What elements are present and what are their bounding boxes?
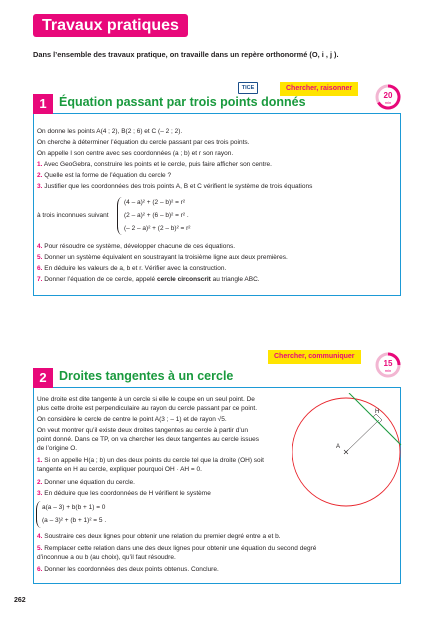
timer-unit: min bbox=[384, 100, 392, 105]
question-number: 1. bbox=[37, 457, 43, 464]
question-text: Donner un système équivalent en soustrayant la troisième ligne aux deux premières. bbox=[44, 254, 288, 261]
question-text: En déduire les valeurs de a, b et r. Vérifier avec la construction. bbox=[44, 265, 227, 272]
question-text: Donner les coordonnées des deux points obtenus. Conclure. bbox=[44, 566, 219, 573]
radius-line bbox=[346, 420, 379, 452]
question-text: Soustraire ces deux lignes pour obtenir une relation du premier degré entre a et b. bbox=[44, 533, 281, 540]
text-line: Une droite est dite tangente à un cercle si elle le coupe en un seul point. De bbox=[37, 396, 255, 403]
question-5 bbox=[37, 254, 288, 262]
question-text: Remplacer cette relation dans une des deux lignes pour obtenir une équation du second degré bbox=[44, 545, 317, 552]
tice-badge: TICE bbox=[238, 82, 258, 94]
text-line: à trois inconnues suivant bbox=[37, 212, 109, 219]
section-title: Équation passant par trois points donnés bbox=[59, 95, 306, 109]
question-number: 2. bbox=[37, 172, 43, 179]
equation: (4 – a)² + (2 – b)² = r² bbox=[124, 199, 186, 206]
skill-badge-2: Chercher, communiquer bbox=[268, 350, 361, 364]
text-line: On cherche à déterminer l’équation du cercle passant par ces trois points. bbox=[37, 139, 250, 146]
text-line: On donne les points A(4 ; 2), B(2 ; 6) et C (– 2 ; 2). bbox=[37, 128, 183, 135]
equation: (a – 3)² + (b + 1)² = 5 . bbox=[42, 517, 107, 524]
page-number: 262 bbox=[14, 597, 26, 604]
question-text: Donner l’équation de ce cercle, appelé bbox=[44, 276, 157, 283]
question-3 bbox=[37, 183, 312, 191]
question-2 bbox=[37, 172, 171, 180]
question-number: 6. bbox=[37, 265, 43, 272]
text-line: d’inconnue a ou b (au choix), qu’il faut résoudre. bbox=[37, 554, 176, 561]
question-2 bbox=[37, 479, 135, 487]
question-text: Donner une équation du cercle. bbox=[44, 479, 135, 486]
text-line: On veut montrer qu’il existe deux droites tangentes au cercle à partir d’un bbox=[37, 427, 249, 434]
label-h: H bbox=[375, 409, 380, 415]
question-number: 5. bbox=[37, 545, 43, 552]
question-number: 6. bbox=[37, 566, 43, 573]
equation: (– 2 – a)² + (2 – b)² = r² bbox=[124, 225, 191, 232]
question-7 bbox=[37, 276, 260, 284]
question-number: 2. bbox=[37, 479, 43, 486]
timer-value: 20 bbox=[383, 91, 393, 100]
question-4 bbox=[37, 533, 281, 541]
question-5 bbox=[37, 545, 316, 553]
system-brace bbox=[36, 501, 41, 528]
point-a-mark bbox=[344, 450, 348, 454]
text-line: de l’origine O. bbox=[37, 445, 78, 452]
question-text: au triangle ABC. bbox=[210, 276, 260, 283]
system-brace bbox=[117, 197, 122, 235]
section-1-header bbox=[33, 94, 401, 114]
question-number: 5. bbox=[37, 254, 43, 261]
question-number: 1. bbox=[37, 161, 43, 168]
skill-badge-1: Chercher, raisonner bbox=[280, 82, 358, 96]
tangent-figure bbox=[292, 393, 404, 511]
timer-unit: min bbox=[384, 368, 392, 373]
intro-text: Dans l’ensemble des travaux pratique, on travaille dans un repère orthonormé (O, i , j ). bbox=[33, 50, 339, 59]
section-number: 2 bbox=[33, 368, 53, 388]
question-number: 4. bbox=[37, 243, 43, 250]
section-2-header bbox=[33, 368, 401, 388]
question-number: 3. bbox=[37, 183, 43, 190]
question-text: Si on appelle H(a ; b) un des deux points du cercle tel que la droite (OH) soit bbox=[44, 457, 264, 464]
text-line: On appelle I son centre avec ses coordonnées (a ; b) et r son rayon. bbox=[37, 150, 234, 157]
page-title: Travaux pratiques bbox=[33, 14, 188, 37]
question-6 bbox=[37, 265, 226, 273]
text-line: tangente en H au cercle, expliquer pourquoi OH · AH = 0. bbox=[37, 466, 202, 473]
timer-value: 15 bbox=[383, 359, 393, 368]
question-1 bbox=[37, 457, 264, 465]
question-text: Avec GeoGebra, construire les points et le cercle, puis faire afficher son centre. bbox=[43, 161, 272, 168]
text-line: plus cette droite est perpendiculaire au rayon du cercle passant par ce point. bbox=[37, 405, 258, 412]
equation: a(a – 3) + b(b + 1) = 0 bbox=[42, 504, 106, 511]
question-4 bbox=[37, 243, 235, 251]
question-text: Pour résoudre ce système, développer chacune de ces équations. bbox=[44, 243, 236, 250]
question-number: 7. bbox=[37, 276, 43, 283]
question-text: Quelle est la forme de l’équation du cercle ? bbox=[44, 172, 172, 179]
equation: (2 – a)² + (6 – b)² = r² . bbox=[124, 212, 189, 219]
question-text: Justifier que les coordonnées des trois points A, B et C vérifient le système de trois équations bbox=[44, 183, 313, 190]
label-a: A bbox=[336, 444, 341, 450]
text-line: On considère le cercle de centre le point A(3 ; – 1) et de rayon √5. bbox=[37, 416, 227, 423]
section-title: Droites tangentes à un cercle bbox=[59, 369, 234, 383]
question-text: En déduire que les coordonnées de H vérifient le système bbox=[44, 490, 211, 497]
text-line: point donné. Dans ce TP, on va chercher les deux tangentes au cercle issues bbox=[37, 436, 259, 443]
section-number: 1 bbox=[33, 94, 53, 114]
question-number: 3. bbox=[37, 490, 43, 497]
tangent-line bbox=[349, 393, 401, 445]
question-6 bbox=[37, 566, 219, 574]
question-3 bbox=[37, 490, 211, 498]
question-text-bold: cercle circonscrit bbox=[156, 276, 211, 283]
question-number: 4. bbox=[37, 533, 43, 540]
question-1 bbox=[37, 161, 272, 169]
